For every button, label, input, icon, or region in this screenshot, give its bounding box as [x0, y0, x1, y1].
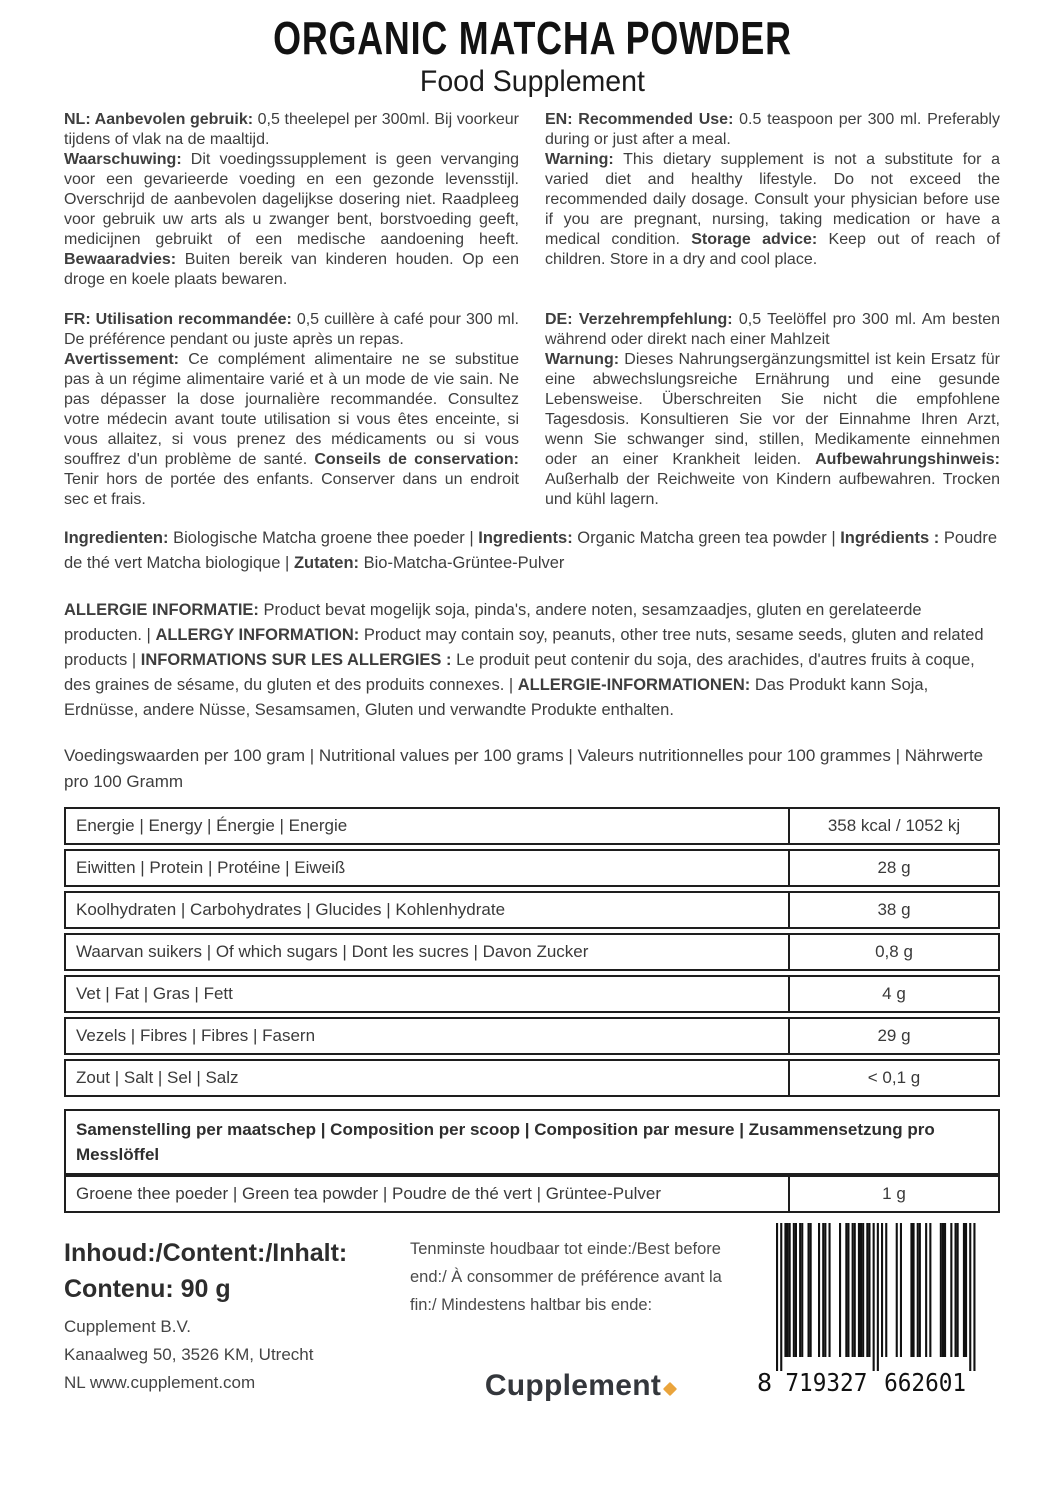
composition-header: Samenstelling per maatschep | Composition per scoop | Composition par mesure | Zusammensetzung pro Messlöffel [64, 1109, 1000, 1175]
barcode [756, 1223, 1000, 1406]
usage-block-fr [64, 310, 519, 510]
usage-block-nl [64, 110, 519, 290]
nutrition-table [64, 807, 1000, 1097]
composition-rows [64, 1175, 1000, 1213]
row-label: Groene thee poeder | Green tea powder | Poudre de thé vert | Grüntee-Pulver [76, 1184, 661, 1204]
row-label: Eiwitten | Protein | Protéine | Eiweiß [76, 858, 346, 878]
company-street: Kanaalweg 50, 3526 KM, Utrecht [64, 1345, 314, 1365]
usage-warning-blocks [64, 110, 1000, 510]
barcode-image [756, 1223, 996, 1401]
product-subtitle: Food Supplement [419, 65, 645, 99]
usage-text-en: EN: Recommended Use: 0.5 teaspoon per 300 ml. Preferably during or just after a meal. [545, 111, 1000, 149]
row-label: Vezels | Fibres | Fibres | Fasern [76, 1026, 316, 1046]
usage-block-de [545, 310, 1000, 510]
brand-name: Cupplement [484, 1369, 662, 1403]
content-line2: Contenu: 90 g [64, 1275, 231, 1304]
product-title: ORGANIC MATCHA POWDER [272, 12, 792, 64]
table-row [64, 975, 1000, 1013]
warning-text-de: Warnung: Dieses Nahrungsergänzungsmittel ist kein Ersatz für eine abwechslungsreiche Ernährung und eine gesunde Lebensweise. Überschreiten Sie nicht die empfohlene Tagesdosis. Konsultieren Sie vor der Einnahme Ihren Arzt, wenn Sie schwanger sind, stillen, Medikamente einnehmen oder an einer Krankheit leiden. Aufbewahrungshinweis: Außerhalb der Reichweite von Kindern aufbewahren. Trocken und kühl lagern. [545, 351, 1000, 509]
table-row [64, 1059, 1000, 1097]
nutrition-intro: Voedingswaarden per 100 gram | Nutritional values per 100 grams | Valeurs nutritionnelles pour 100 grammes | Nährwerte pro 100 Gramm [64, 746, 984, 792]
barcode-digits: 8 [756, 1368, 772, 1398]
composition-table [64, 1109, 1000, 1213]
row-label: Waarvan suikers | Of which sugars | Dont les sucres | Davon Zucker [76, 942, 589, 962]
table-row [64, 807, 1000, 845]
brand-dot-icon [663, 1382, 677, 1396]
allergy-text: ALLERGIE INFORMATIE: Product bevat mogelijk soja, pinda's, andere noten, sesamzaadjes, gluten en gerelateerde producten. | ALLERGY INFORMATION: Product may contain soy, peanuts, other tree nuts, sesame seeds, gluten and related products | INFORMATIONS SUR LES ALLERGIES : Le produit peut contenir du soja, des arachides, d'autres fruits à coque, des graines de sésame, du gluten et des produits connexes. | ALLERGIE-INFORMATIONEN: Das Produkt kann Soja, Erdnüsse, andere Nüsse, Sesamsamen, Gluten und verwandte Produkte enthalten. [64, 601, 984, 720]
ingredients-text: Ingredienten: Biologische Matcha groene thee poeder | Ingredients: Organic Matcha green tea powder | Ingrédients : Poudre de thé vert Matcha biologique | Zutaten: Bio-Matcha-Grüntee-Pulver [64, 529, 998, 573]
table-row [64, 891, 1000, 929]
warning-text-en: Warning: This dietary supplement is not a substitute for a varied diet and healthy lifestyle. Do not exceed the recommended daily dosage. Consult your physician before use if you are pregnant, nursing, taking medication or have a medical condition. Storage advice: Keep out of reach of children. Store in a dry and cool place. [545, 151, 1001, 269]
usage-text-de: DE: Verzehrempfehlung: 0,5 Teelöffel pro 300 ml. Am besten während oder direkt nach einer Mahlzeit [545, 311, 1000, 349]
table-row [64, 933, 1000, 971]
usage-text-nl: NL: Aanbevolen gebruik: 0,5 theelepel per 300ml. Bij voorkeur tijdens of vlak na de maaltijd. [64, 111, 519, 149]
company-name: Cupplement B.V. [64, 1317, 191, 1337]
usage-text-fr: FR: Utilisation recommandée: 0,5 cuillère à café pour 300 ml. De préférence pendant ou juste après un repas. [64, 311, 519, 349]
row-label: Koolhydraten | Carbohydrates | Glucides | Kohlenhydrate [76, 900, 506, 920]
row-value: 0,8 g [788, 935, 998, 969]
warning-text-fr: Avertissement: Ce complément alimentaire ne se substitue pas à un régime alimentaire varié et à un mode de vie sain. Ne pas dépasser la dose journalière recommandée. Consultez votre médecin avant toute utilisation si vous êtes enceinte, si vous allaitez, si vous prenez des médicaments ou si vous souffrez d'un problème de santé. Conseils de conservation: Tenir hors de portée des enfants. Conserver dans un endroit sec et frais. [64, 351, 519, 509]
row-label: Vet | Fat | Gras | Fett [76, 984, 233, 1004]
row-value: 1 g [788, 1177, 998, 1211]
barcode-digits: 662601 [884, 1368, 967, 1398]
row-label: Zout | Salt | Sel | Salz [76, 1068, 239, 1088]
footer [64, 1235, 1000, 1406]
content-amount [64, 1235, 396, 1307]
row-value: 358 kcal / 1052 kj [788, 809, 998, 843]
table-row [64, 1017, 1000, 1055]
row-value: < 0,1 g [788, 1061, 998, 1095]
usage-block-en [545, 110, 1000, 290]
barcode-digits: 719327 [785, 1368, 868, 1398]
best-before-text: Tenminste houdbaar tot einde:/Best before end:/ À consommer de préférence avant la fin:/ Mindestens haltbar bis ende: [410, 1240, 722, 1315]
row-label: Energie | Energy | Énergie | Energie [76, 816, 348, 836]
table-row [64, 1175, 1000, 1213]
table-row [64, 849, 1000, 887]
content-line1: Inhoud:/Content:/Inhalt: [64, 1239, 348, 1268]
brand-logo [485, 1369, 675, 1403]
company-address [64, 1313, 396, 1397]
row-value: 28 g [788, 851, 998, 885]
row-value: 29 g [788, 1019, 998, 1053]
company-website: NL www.cupplement.com [64, 1373, 256, 1393]
warning-text-nl: Waarschuwing: Dit voedingssupplement is geen vervanging voor een gevarieerde voeding en een gezonde levensstijl. Overschrijd de aanbevolen dagelijkse dosering niet. Raadpleeg voor gebruik uw arts als u zwanger bent, borstvoeding geeft, medicijnen gebruikt of een medische aandoening heeft. Bewaaradvies: Buiten bereik van kinderen houden. Op een droge en koele plaats bewaren. [64, 151, 519, 289]
row-value: 38 g [788, 893, 998, 927]
footer-middle [396, 1235, 756, 1403]
row-value: 4 g [788, 977, 998, 1011]
content-info [64, 1235, 396, 1397]
